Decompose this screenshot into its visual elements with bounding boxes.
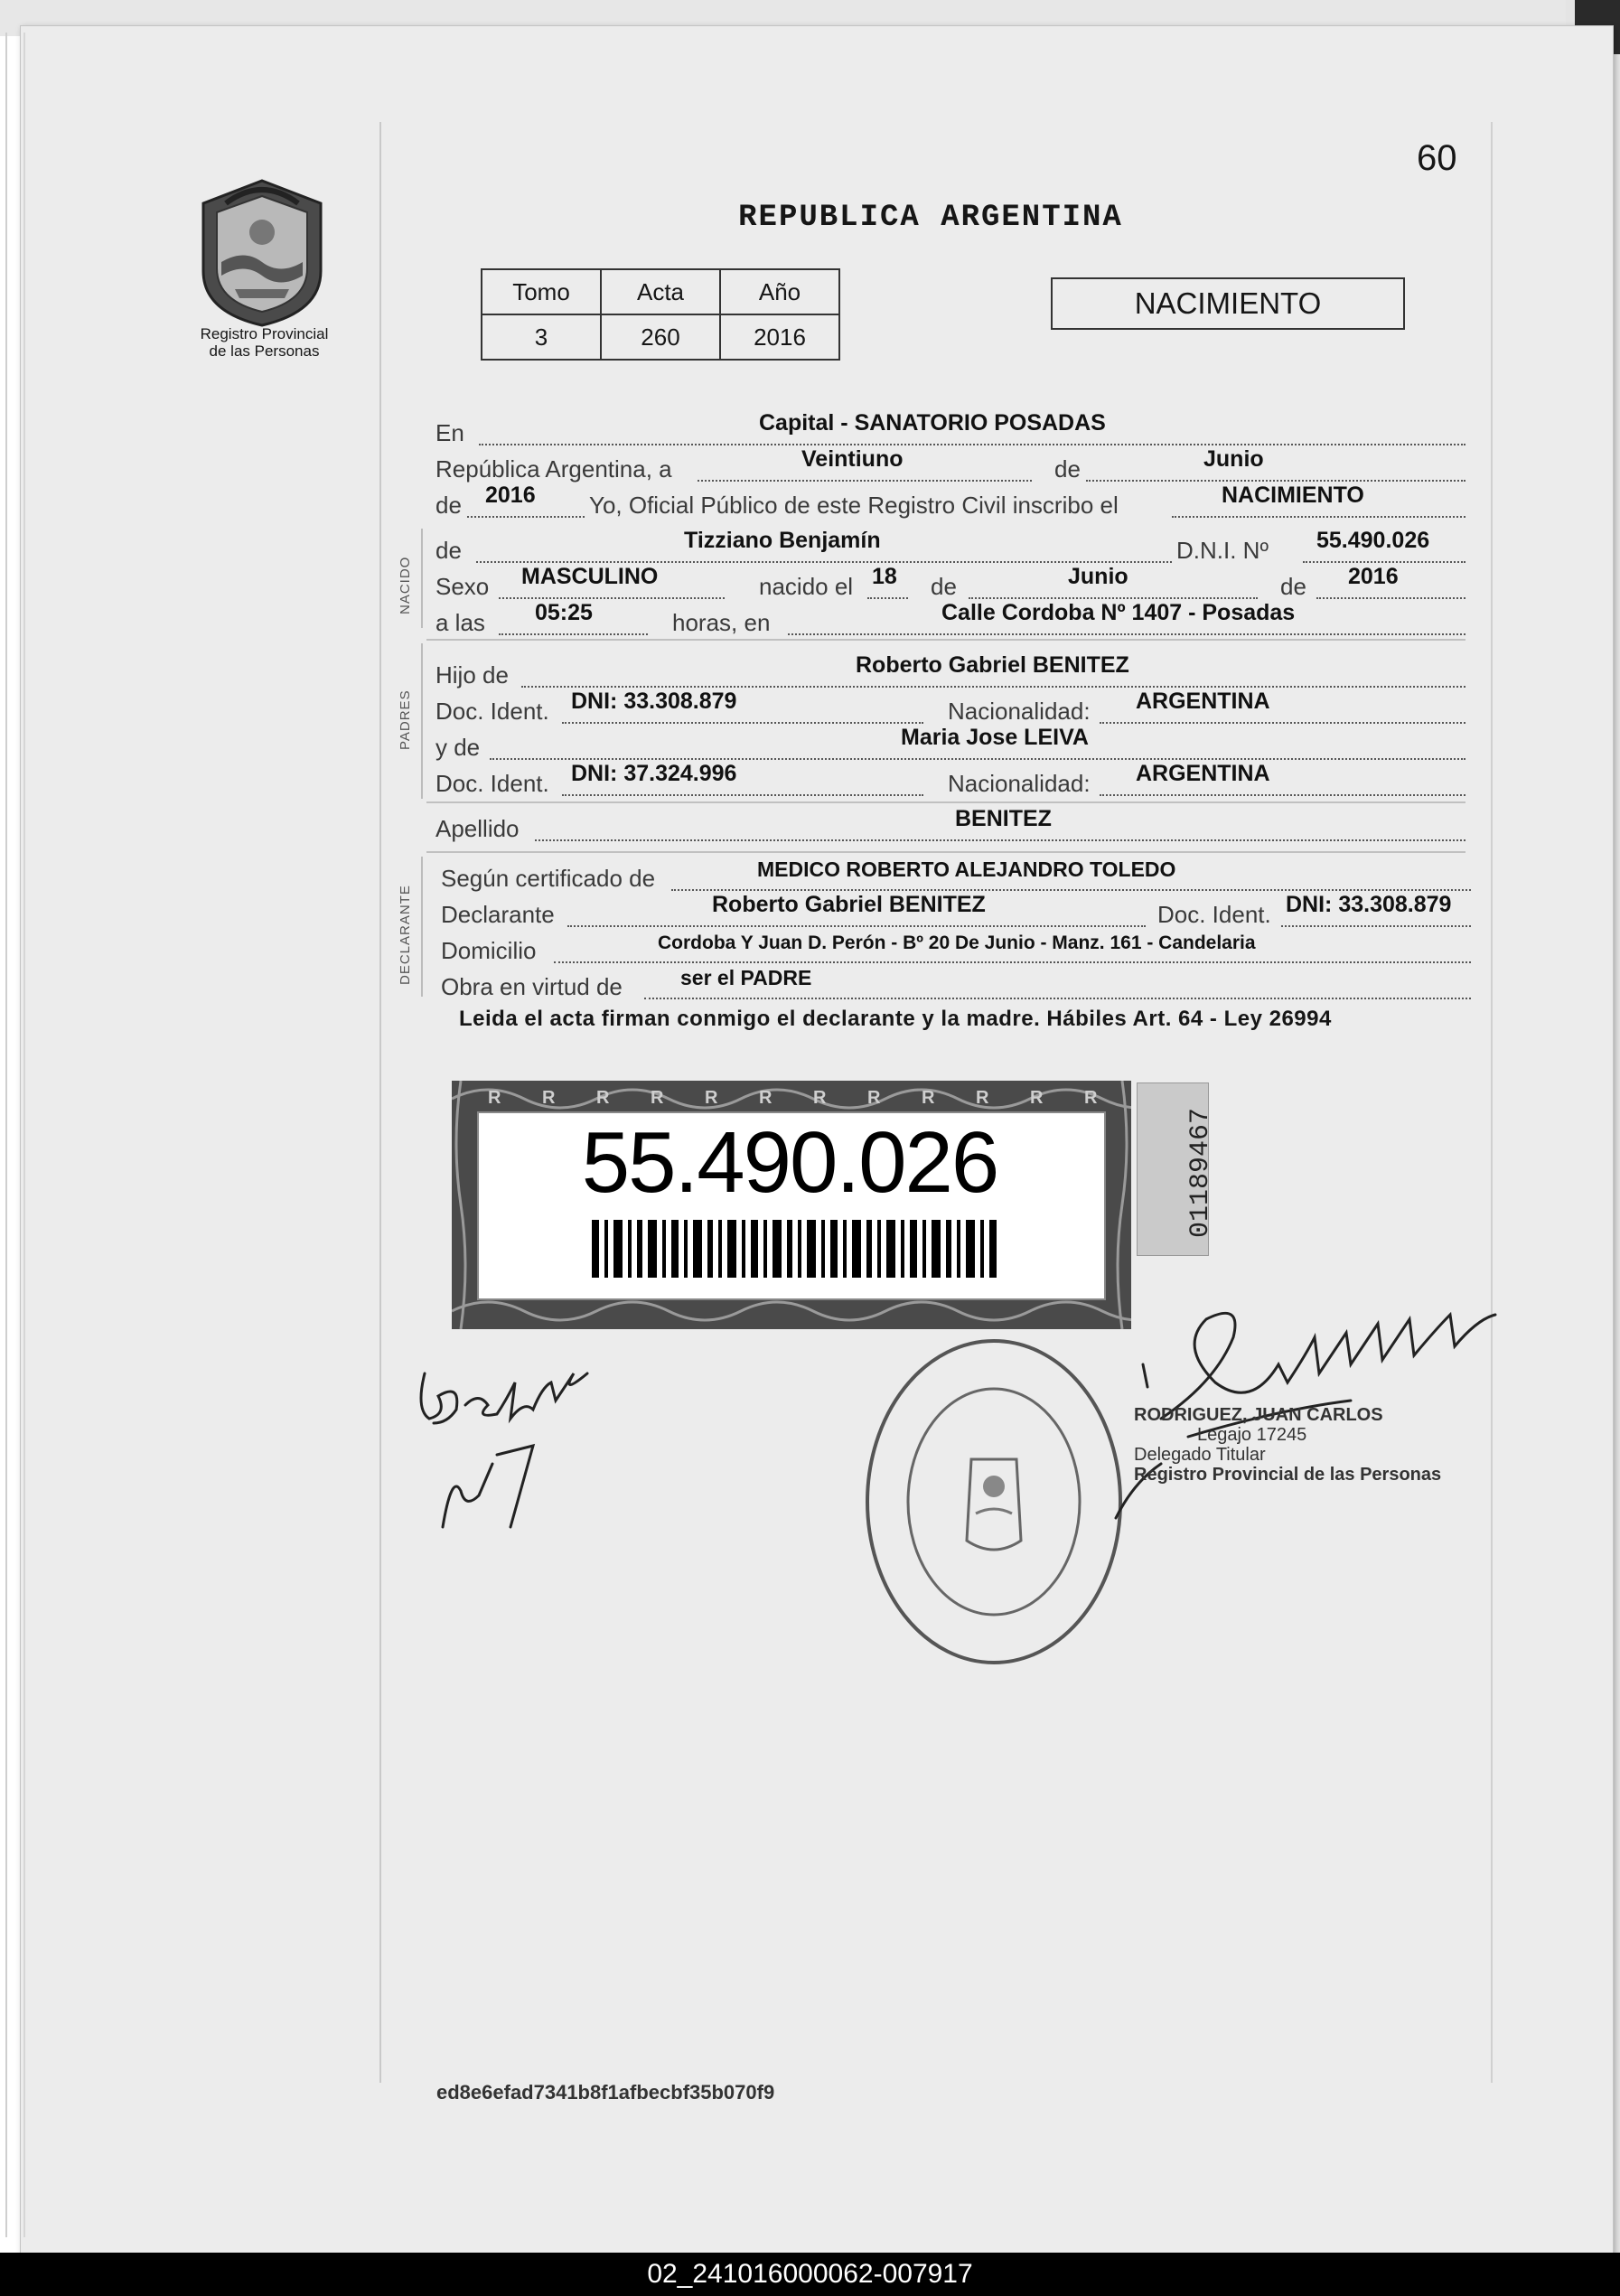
file-caption: 02_241016000062-007917 [0,2253,1620,2296]
section-divider-3 [426,851,1465,853]
inscribo-field [1172,483,1465,518]
dia-field [698,447,1032,482]
official-registro: Registro Provincial de las Personas [1134,1465,1442,1485]
form-frame-left [379,122,381,2083]
mes-field [1086,447,1465,482]
apellido-value: BENITEZ [955,806,1052,831]
doc-ident-label: Doc. Ident. [435,698,549,725]
nac-dia-field [867,565,908,599]
inscribo-value: NACIMIENTO [1222,483,1364,508]
signature-benitez [407,1346,623,1550]
row-en [435,411,1465,447]
country-title: REPUBLICA ARGENTINA [738,201,1123,235]
row-madre-doc [435,762,1465,798]
row-segun [441,857,1471,893]
lugar-field [788,601,1465,635]
padre-doc-value: DNI: 33.308.879 [571,689,737,714]
en-value: Capital - SANATORIO POSADAS [759,410,1106,436]
declarante-value: Roberto Gabriel BENITEZ [712,892,986,917]
nac-anio-value: 2016 [1348,564,1399,589]
padre-doc-field [562,689,923,724]
segun-label: Según certificado de [441,865,656,892]
nac-dia-value: 18 [872,564,897,589]
misiones-emblem-icon [194,176,330,330]
register-header-anio: Año [720,269,839,314]
svg-text:R: R [813,1088,827,1108]
obra-value: ser el PADRE [680,966,812,989]
madre-nac-field [1100,762,1465,796]
hijo-de-label: Hijo de [435,661,509,689]
section-divider-2 [426,801,1465,803]
padre-field [521,653,1465,688]
hora-value: 05:25 [535,600,593,625]
anio-field [467,483,585,518]
sexo-field [499,565,725,599]
svg-text:R: R [1030,1088,1044,1108]
svg-text:R: R [705,1088,718,1108]
nacido-el-label: nacido el [759,573,854,600]
nombre-value: Tizziano Benjamín [684,528,881,553]
svg-text:R: R [759,1088,773,1108]
inscribo-label: Yo, Oficial Público de este Registro Civil inscribo el [589,492,1119,519]
padres-section-label: PADRES [398,689,413,750]
official-seal-icon [858,1333,1129,1672]
nacido-section-label: NACIDO [398,556,413,614]
padre-nac-value: ARGENTINA [1136,689,1270,714]
register-header-acta: Acta [601,269,720,314]
registry-label-line1: Registro Provincial [200,325,329,342]
de-label: de [1054,455,1081,483]
dia-value: Veintiuno [801,446,904,472]
register-value-anio: 2016 [720,314,839,360]
sheet-stack-edge [5,33,25,2237]
row-domicilio [441,929,1471,965]
mes-value: Junio [1203,446,1264,472]
svg-text:R: R [976,1088,989,1108]
madre-field [490,726,1465,760]
domicilio-value: Cordoba Y Juan D. Perón - Bº 20 De Junio - Manz. 161 - Candelaria [658,932,1256,953]
nac-mes-field [969,565,1258,599]
lugar-value: Calle Cordoba Nº 1407 - Posadas [941,600,1296,625]
padres-section-line [421,643,423,799]
svg-text:R: R [922,1088,935,1108]
official-name: RODRIGUEZ, JUAN CARLOS [1134,1405,1383,1425]
republica-label: República Argentina, a [435,455,672,483]
registry-label [176,325,352,360]
dni-value: 55.490.026 [1316,528,1430,553]
official-legajo: Legajo 17245 [1197,1425,1307,1445]
horas-en-label: horas, en [672,609,771,636]
madre-nac-value: ARGENTINA [1136,761,1270,786]
segun-field [671,857,1471,891]
barcode-icon [592,1220,998,1278]
de2-label: de [435,492,462,519]
obra-label: Obra en virtud de [441,973,623,1000]
registry-label-line2: de las Personas [209,342,320,360]
declarante-section-line [421,857,423,997]
declarante-section-label: DECLARANTE [398,885,413,985]
row-padre-doc [435,689,1465,726]
declarante-doc-field [1281,893,1471,927]
doc-ident2-label: Doc. Ident. [435,770,549,797]
nac-anio-field [1316,565,1465,599]
section-divider-1 [426,639,1465,641]
en-label: En [435,419,464,446]
row-madre [435,726,1465,762]
sexo-label: Sexo [435,573,490,600]
row-fecha [435,447,1465,483]
anio-value: 2016 [485,483,536,508]
row-apellido [435,807,1465,843]
en-field [479,411,1465,445]
nac-mes-value: Junio [1068,564,1128,589]
domicilio-label: Domicilio [441,937,537,964]
padre-value: Roberto Gabriel BENITEZ [856,652,1129,678]
row-nombre [435,529,1465,565]
official-stamp [1134,1405,1441,1485]
row-declarante [441,893,1471,929]
y-de-label: y de [435,734,481,761]
folio-number: 60 [1417,138,1457,178]
madre-doc-value: DNI: 37.324.996 [571,761,737,786]
nacionalidad-label: Nacionalidad: [948,698,1091,725]
svg-text:R: R [542,1088,556,1108]
svg-text:R: R [1084,1088,1098,1108]
nacionalidad2-label: Nacionalidad: [948,770,1091,797]
nacido-section-line [421,529,423,628]
svg-text:R: R [651,1088,664,1108]
declarante-label: Declarante [441,901,555,928]
register-value-tomo: 3 [482,314,601,360]
de4-label: de [931,573,957,600]
register-value-acta: 260 [601,314,720,360]
a-las-label: a las [435,609,485,636]
apellido-label: Apellido [435,815,520,842]
closing-statement: Leida el acta firman conmigo el declarante y la madre. Hábiles Art. 64 - Ley 26994 [459,1007,1332,1031]
register-header-tomo: Tomo [482,269,601,314]
madre-value: Maria Jose LEIVA [901,725,1089,750]
declarante-doc-value: DNI: 33.308.879 [1286,892,1452,917]
nombre-field [476,529,1172,563]
apellido-field [535,807,1465,841]
record-type-box: NACIMIENTO [1051,277,1405,330]
sticker-dni-number: 55.490.026 [581,1114,998,1211]
domicilio-field [554,929,1471,963]
sticker-serial: 01189467 [1185,1107,1216,1238]
segun-value: MEDICO ROBERTO ALEJANDRO TOLEDO [757,857,1176,881]
row-inscribo [435,483,1465,520]
row-obra [441,965,1471,1001]
madre-doc-field [562,762,923,796]
hora-field [499,601,648,635]
official-cargo: Delegado Titular [1134,1445,1266,1465]
declarante-field [567,893,1146,927]
sexo-value: MASCULINO [521,564,659,589]
de5-label: de [1280,573,1306,600]
svg-text:R: R [867,1088,881,1108]
dni-label: D.N.I. Nº [1176,537,1269,564]
row-padre [435,653,1465,689]
row-sexo [435,565,1465,601]
dni-field [1303,529,1465,563]
svg-text:R: R [596,1088,610,1108]
row-hora [435,601,1465,637]
obra-field [644,965,1471,999]
document-hash: ed8e6efad7341b8f1afbecbf35b070f9 [436,2081,775,2104]
padre-nac-field [1100,689,1465,724]
de3-label: de [435,537,462,564]
svg-text:R: R [488,1088,501,1108]
doc-ident3-label: Doc. Ident. [1157,901,1271,928]
register-table [481,268,840,361]
form-frame-right [1491,122,1493,2083]
